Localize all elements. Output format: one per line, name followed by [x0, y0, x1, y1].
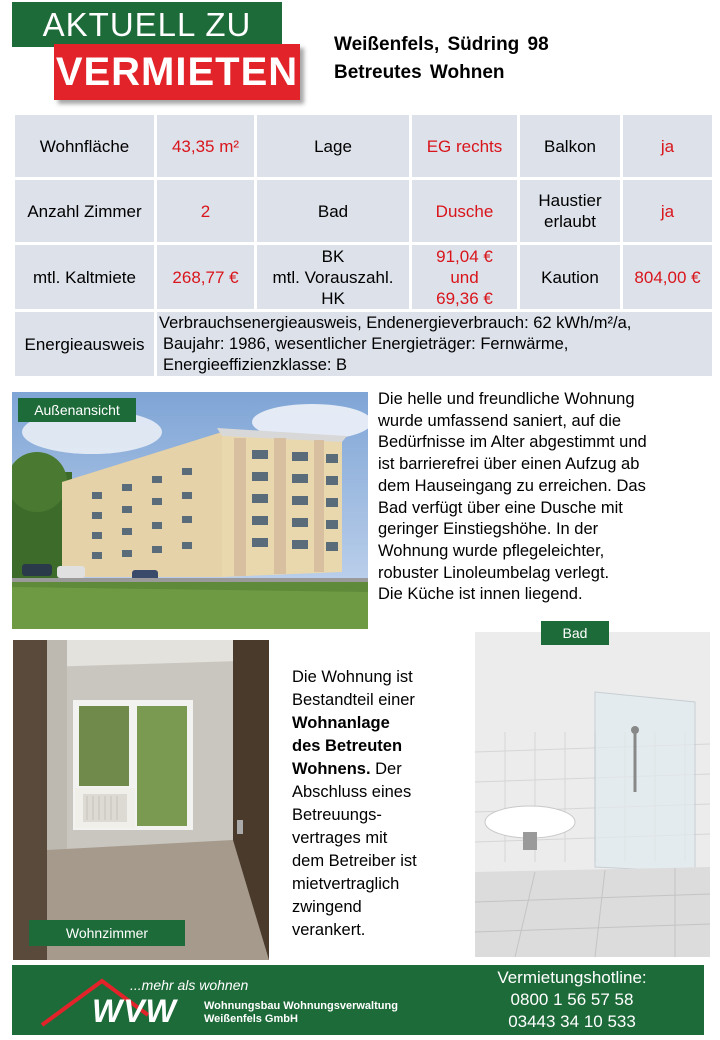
value-rooms: 2 [156, 179, 256, 244]
value-living-area: 43,35 m² [156, 114, 256, 179]
description-line: robuster Linoleumbelag verlegt. [378, 563, 610, 582]
caption-bath: Bad [541, 621, 609, 645]
heading-location: Weißenfels, Südring 98 [334, 34, 549, 55]
hotline-label: Vermietungshotline: [497, 968, 647, 987]
footer-company-line-2: Weißenfels GmbH [204, 1013, 298, 1025]
care-bold-word: Wohnens. [292, 760, 371, 778]
label-bk: BK [321, 246, 345, 266]
value-bk: 91,04 € [436, 246, 493, 266]
description-line: Die Küche ist innen liegend. [378, 585, 583, 604]
care-line-mixed [292, 758, 452, 781]
label-energy: Energieausweis [14, 311, 156, 378]
table-row [14, 179, 714, 244]
footer-banner [12, 965, 704, 1035]
description [378, 389, 708, 606]
label-living-area: Wohnfläche [14, 114, 156, 179]
description-line: Die helle und freundliche Wohnung [378, 390, 635, 408]
value-energy [156, 311, 714, 378]
label-prepayment [256, 244, 411, 311]
description-line: dem Hauseingang zu erreichen. Das [378, 476, 646, 495]
hotline-phone-1: 0800 1 56 57 58 [510, 990, 634, 1009]
label-hk: HK [321, 288, 345, 308]
care-bold-line: Wohnanlage [292, 714, 390, 732]
exterior-photo [12, 392, 368, 629]
energy-line-3: Energieeffizienzklasse: B [163, 355, 348, 374]
heading-type: Betreutes Wohnen [334, 62, 505, 83]
label-pets-line-1: Haustier [538, 191, 602, 210]
description-line: geringer Einstiegshöhe. In der [378, 520, 599, 539]
value-and: und [450, 267, 479, 287]
label-pets [519, 179, 622, 244]
label-deposit: Kaution [519, 244, 622, 311]
bathroom-illustration [475, 632, 710, 957]
value-cold-rent: 268,77 € [156, 244, 256, 311]
label-cold-rent: mtl. Kaltmiete [14, 244, 156, 311]
table-row [14, 244, 714, 311]
care-line: Bestandteil einer [292, 691, 415, 709]
living-room-illustration [13, 640, 269, 960]
label-bath: Bad [256, 179, 411, 244]
footer-logo: WVW [92, 993, 177, 1029]
footer-slogan: ...mehr als wohnen [130, 977, 249, 993]
label-balcony: Balkon [519, 114, 622, 179]
care-line: Die Wohnung ist [292, 668, 413, 686]
description-line: Bad verfügt über eine Dusche mit [378, 498, 623, 517]
description-line: wurde umfassend saniert, auf die [378, 411, 622, 430]
footer-hotline [452, 967, 692, 1033]
energy-line-2: Baujahr: 1986, wesentlicher Energieträger: Fernwärme, [163, 334, 569, 353]
care-bold-line: des Betreuten [292, 737, 403, 755]
footer-company-line-1: Wohnungsbau Wohnungsverwaltung [204, 1000, 398, 1012]
label-pets-line-2: erlaubt [544, 212, 596, 231]
care-line: vertrages mit [292, 829, 388, 847]
care-line: Abschluss eines [292, 783, 412, 801]
description-line: Bedürfnisse im Alter abgestimmt und [378, 433, 647, 452]
care-line: Betreuungs- [292, 806, 382, 824]
value-hk: 69,36 € [436, 288, 493, 308]
care-info-text [292, 666, 452, 942]
care-line: dem Betreiber ist [292, 852, 417, 870]
badge-line-2: VERMIETEN [54, 44, 300, 100]
bathroom-photo [475, 632, 710, 957]
living-room-photo [13, 640, 269, 960]
care-line: zwingend [292, 898, 362, 916]
caption-exterior: Außenansicht [18, 398, 136, 422]
energy-line-1: Verbrauchsenergieausweis, Endenergieverbrauch: 62 kWh/m²/a, [159, 313, 632, 332]
caption-living-room: Wohnzimmer [29, 920, 185, 946]
apartment-info-table [12, 112, 715, 379]
badge-line-1: AKTUELL ZU [12, 2, 282, 47]
promo-badge [12, 2, 299, 102]
label-location: Lage [256, 114, 411, 179]
value-prepayment [411, 244, 519, 311]
label-prepayment-text: mtl. Vorauszahl. [272, 267, 394, 287]
care-line: mietvertraglich [292, 875, 400, 893]
hotline-phone-2: 03443 34 10 533 [508, 1012, 636, 1031]
table-row [14, 311, 714, 378]
label-rooms: Anzahl Zimmer [14, 179, 156, 244]
value-location: EG rechts [411, 114, 519, 179]
care-word: Der [370, 760, 402, 778]
description-line: Wohnung wurde pflegeleichter, [378, 541, 605, 560]
value-deposit: 804,00 € [622, 244, 714, 311]
description-line: ist barrierefrei über einen Aufzug ab [378, 455, 640, 474]
table-row [14, 114, 714, 179]
care-line: verankert. [292, 921, 366, 939]
value-bath: Dusche [411, 179, 519, 244]
value-pets: ja [622, 179, 714, 244]
value-balcony: ja [622, 114, 714, 179]
building-illustration [12, 392, 368, 629]
